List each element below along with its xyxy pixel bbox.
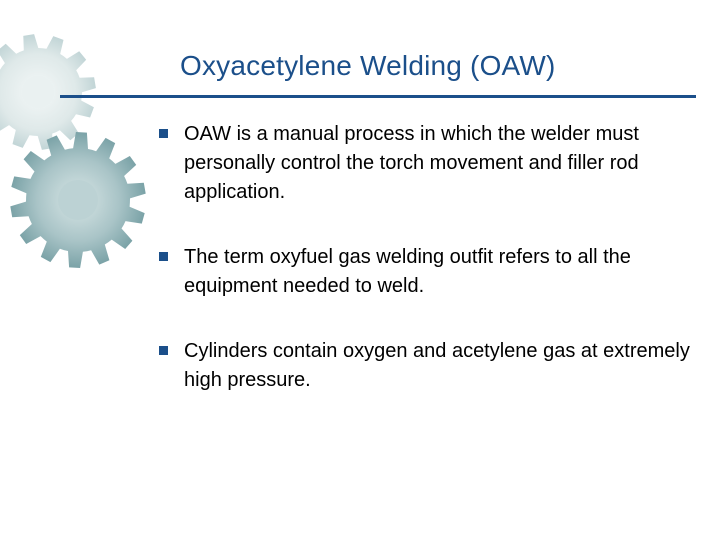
title-underline (60, 95, 696, 98)
gear-hub (58, 180, 98, 220)
slide-title: Oxyacetylene Welding (OAW) (180, 50, 556, 81)
bullet-item (158, 243, 698, 301)
bullet-text: OAW is a manual process in which the welder must personally control the torch movement and filler rod application. (184, 123, 639, 203)
gears-icon (0, 0, 180, 300)
square-bullet-icon (159, 252, 168, 261)
lower-gear-icon (10, 132, 145, 268)
bullet-item (158, 337, 698, 395)
gear-hub (22, 76, 54, 108)
bullet-text: The term oxyfuel gas welding outfit refers to all the equipment needed to weld. (184, 246, 631, 297)
square-bullet-icon (159, 346, 168, 355)
bullet-item (158, 120, 698, 207)
bullet-text: Cylinders contain oxygen and acetylene gas at extremely high pressure. (184, 340, 690, 391)
square-bullet-icon (159, 129, 168, 138)
bullet-list (158, 120, 698, 431)
